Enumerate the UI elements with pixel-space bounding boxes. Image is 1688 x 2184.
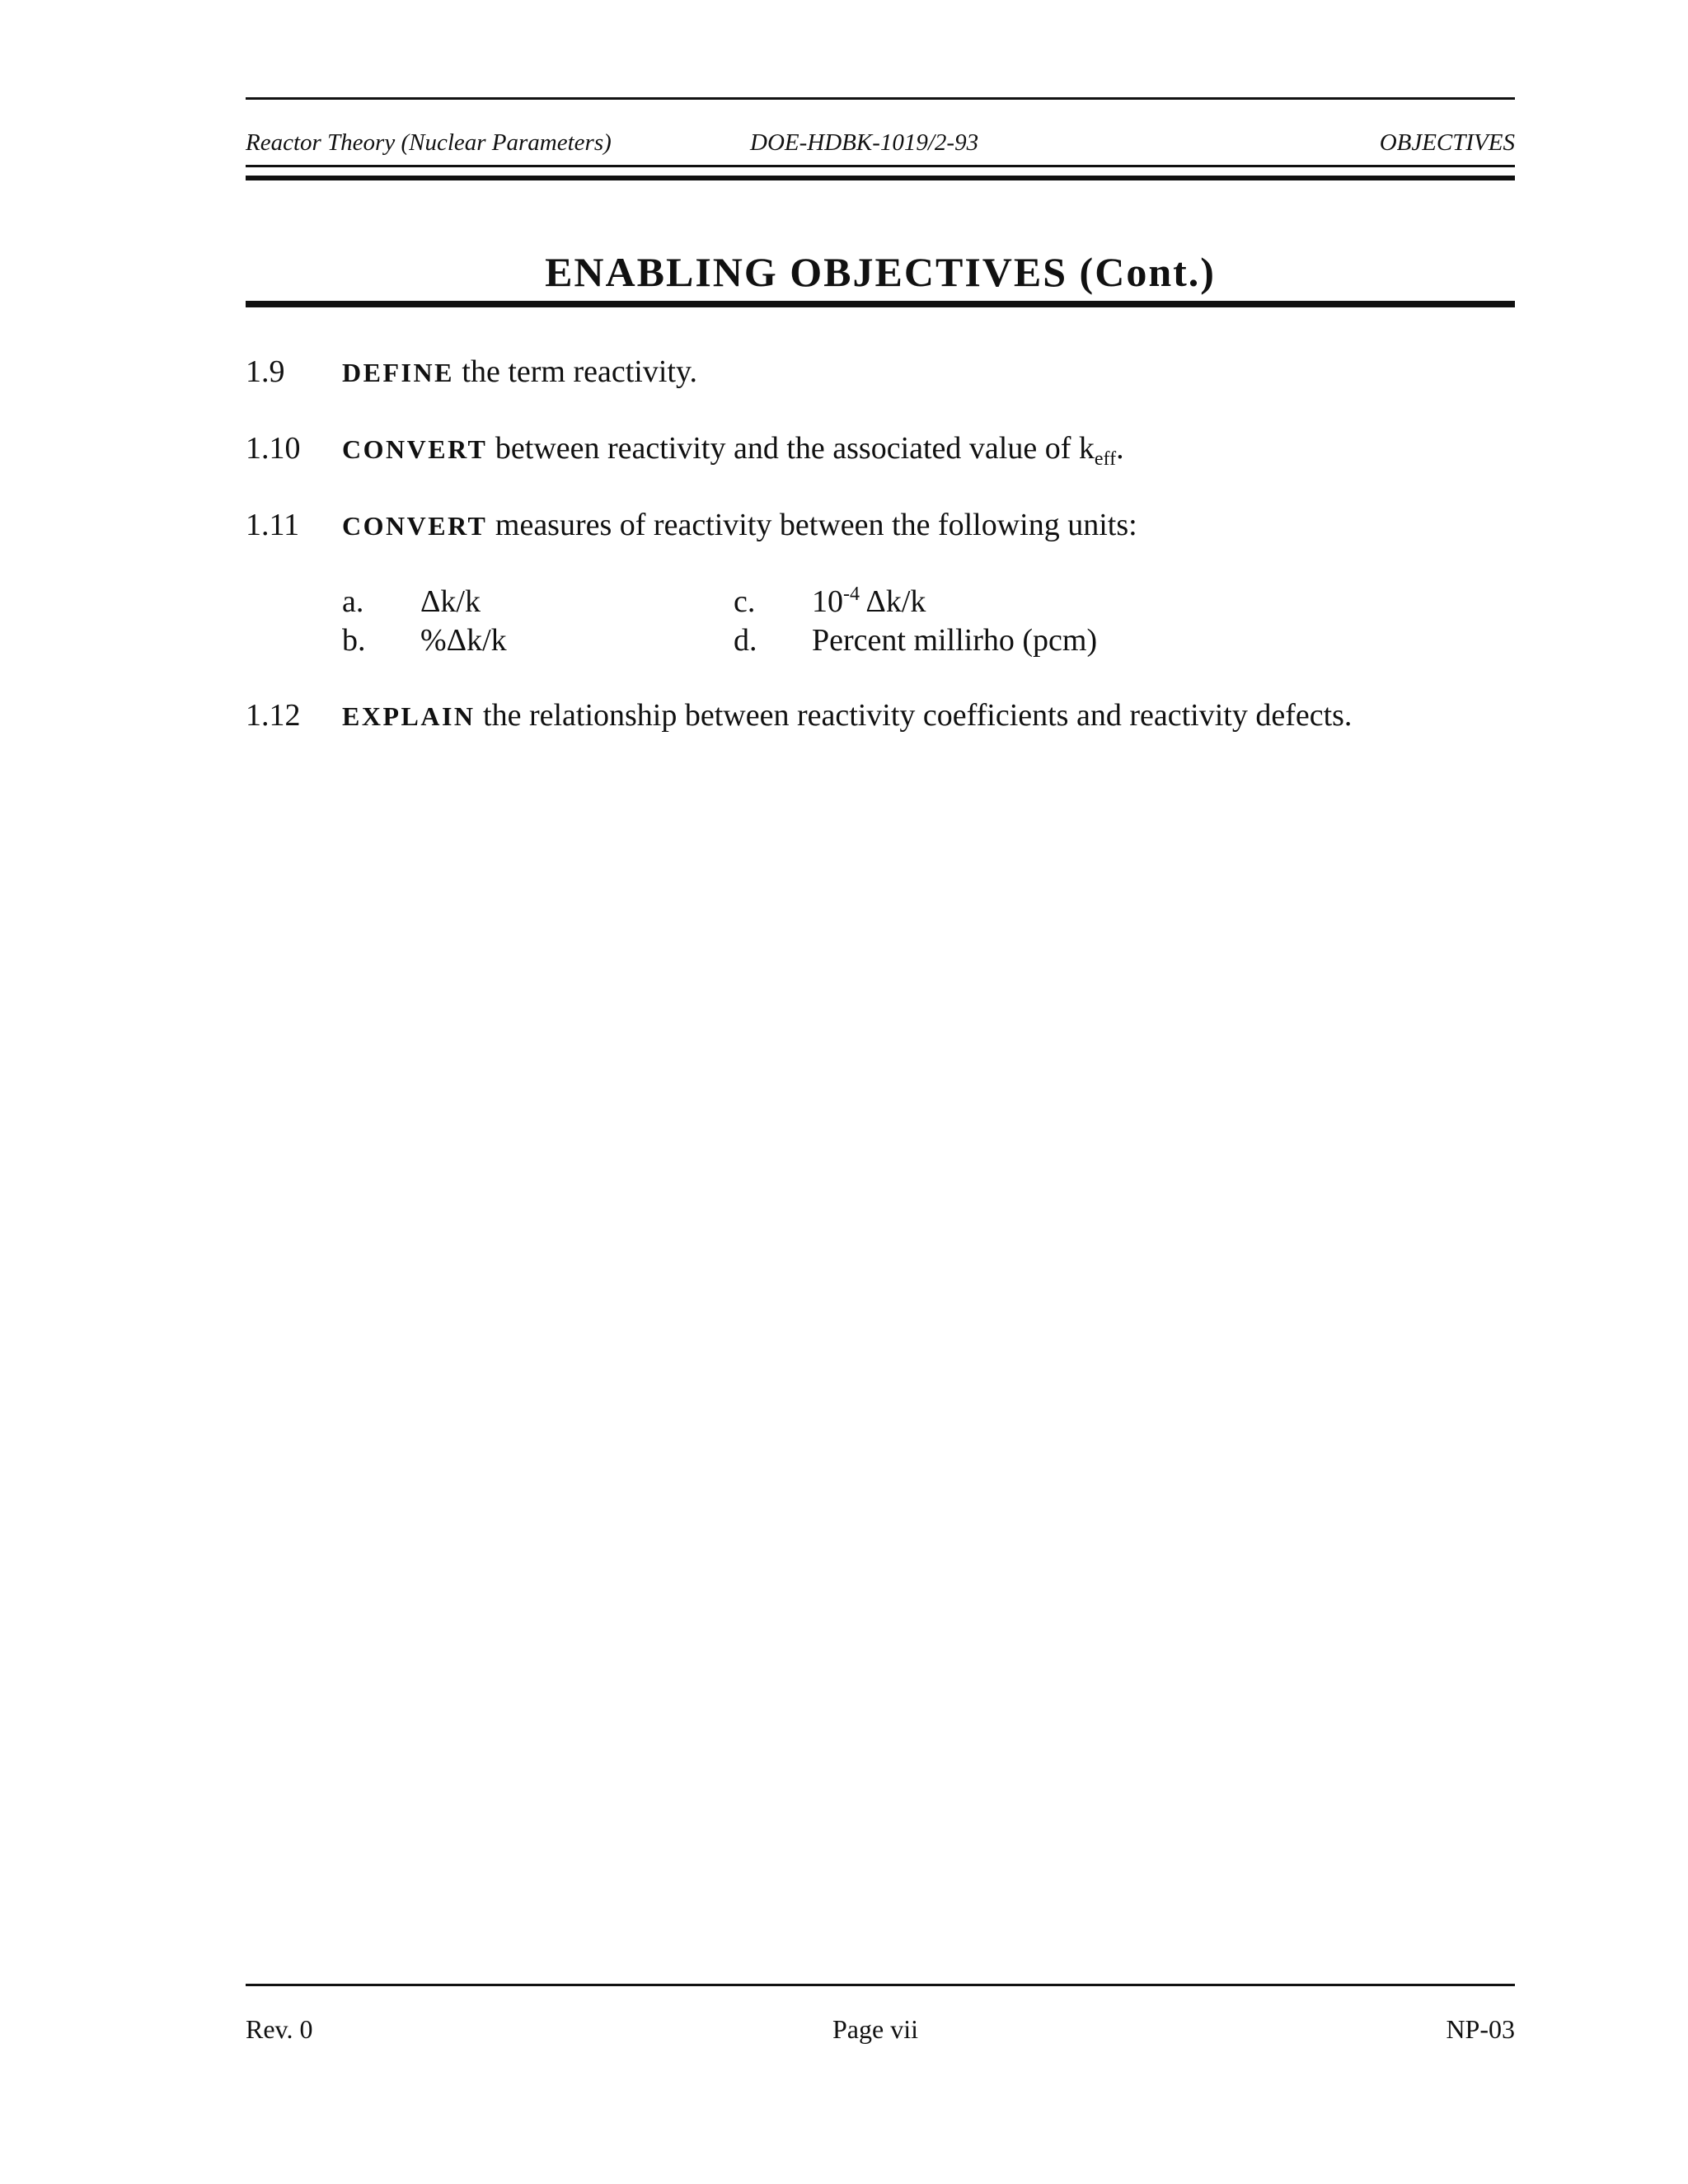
page-title: ENABLING OBJECTIVES (Cont.) (545, 249, 1216, 295)
objective-suffix: . (1116, 431, 1124, 466)
objective-verb: CONVERT (342, 434, 488, 464)
unit-base: 10 (812, 584, 843, 619)
unit-label: c. (734, 584, 756, 619)
footer-page-number: Page vii (832, 2014, 918, 2044)
unit-text (812, 583, 926, 621)
header-document-subject: Reactor Theory (Nuclear Parameters) (246, 129, 612, 156)
objective-body (342, 696, 1352, 735)
objective-text: between reactivity and the associated value of k (487, 431, 1095, 466)
unit-exponent: -4 (843, 583, 860, 605)
objective-text: the term reactivity. (453, 354, 697, 389)
footer-module-code: NP-03 (1446, 2014, 1515, 2044)
header-bottom-rule-thin (246, 165, 1515, 167)
unit-label: a. (342, 584, 364, 619)
header-section-name: OBJECTIVES (1379, 129, 1515, 156)
unit-text: %Δk/k (420, 623, 507, 658)
unit-text: Δk/k (420, 584, 481, 619)
header-top-rule (246, 97, 1515, 100)
objective-text: measures of reactivity between the following units: (487, 508, 1137, 542)
header-bottom-rule-thick (246, 176, 1515, 180)
objective-verb: EXPLAIN (342, 701, 476, 731)
title-underline-rule (246, 301, 1515, 307)
objective-number: 1.10 (246, 431, 301, 466)
objective-body (342, 429, 1124, 468)
footer-top-rule (246, 1984, 1515, 1986)
objective-verb: DEFINE (342, 358, 454, 387)
objective-number: 1.9 (246, 354, 285, 389)
unit-label: b. (342, 623, 366, 658)
objective-number: 1.11 (246, 508, 300, 542)
objective-text: the relationship between reactivity coefficients and reactivity defects. (475, 698, 1353, 733)
unit-text: Percent millirho (pcm) (812, 623, 1098, 658)
keff-subscript: eff (1094, 448, 1117, 470)
objective-number: 1.12 (246, 698, 301, 733)
objective-body (342, 506, 1137, 545)
objective-verb: CONVERT (342, 511, 488, 541)
header-document-number: DOE-HDBK-1019/2-93 (750, 129, 979, 156)
unit-suffix: Δk/k (860, 584, 926, 619)
objective-body (342, 353, 697, 391)
unit-label: d. (734, 623, 757, 658)
footer-revision: Rev. 0 (246, 2014, 313, 2044)
